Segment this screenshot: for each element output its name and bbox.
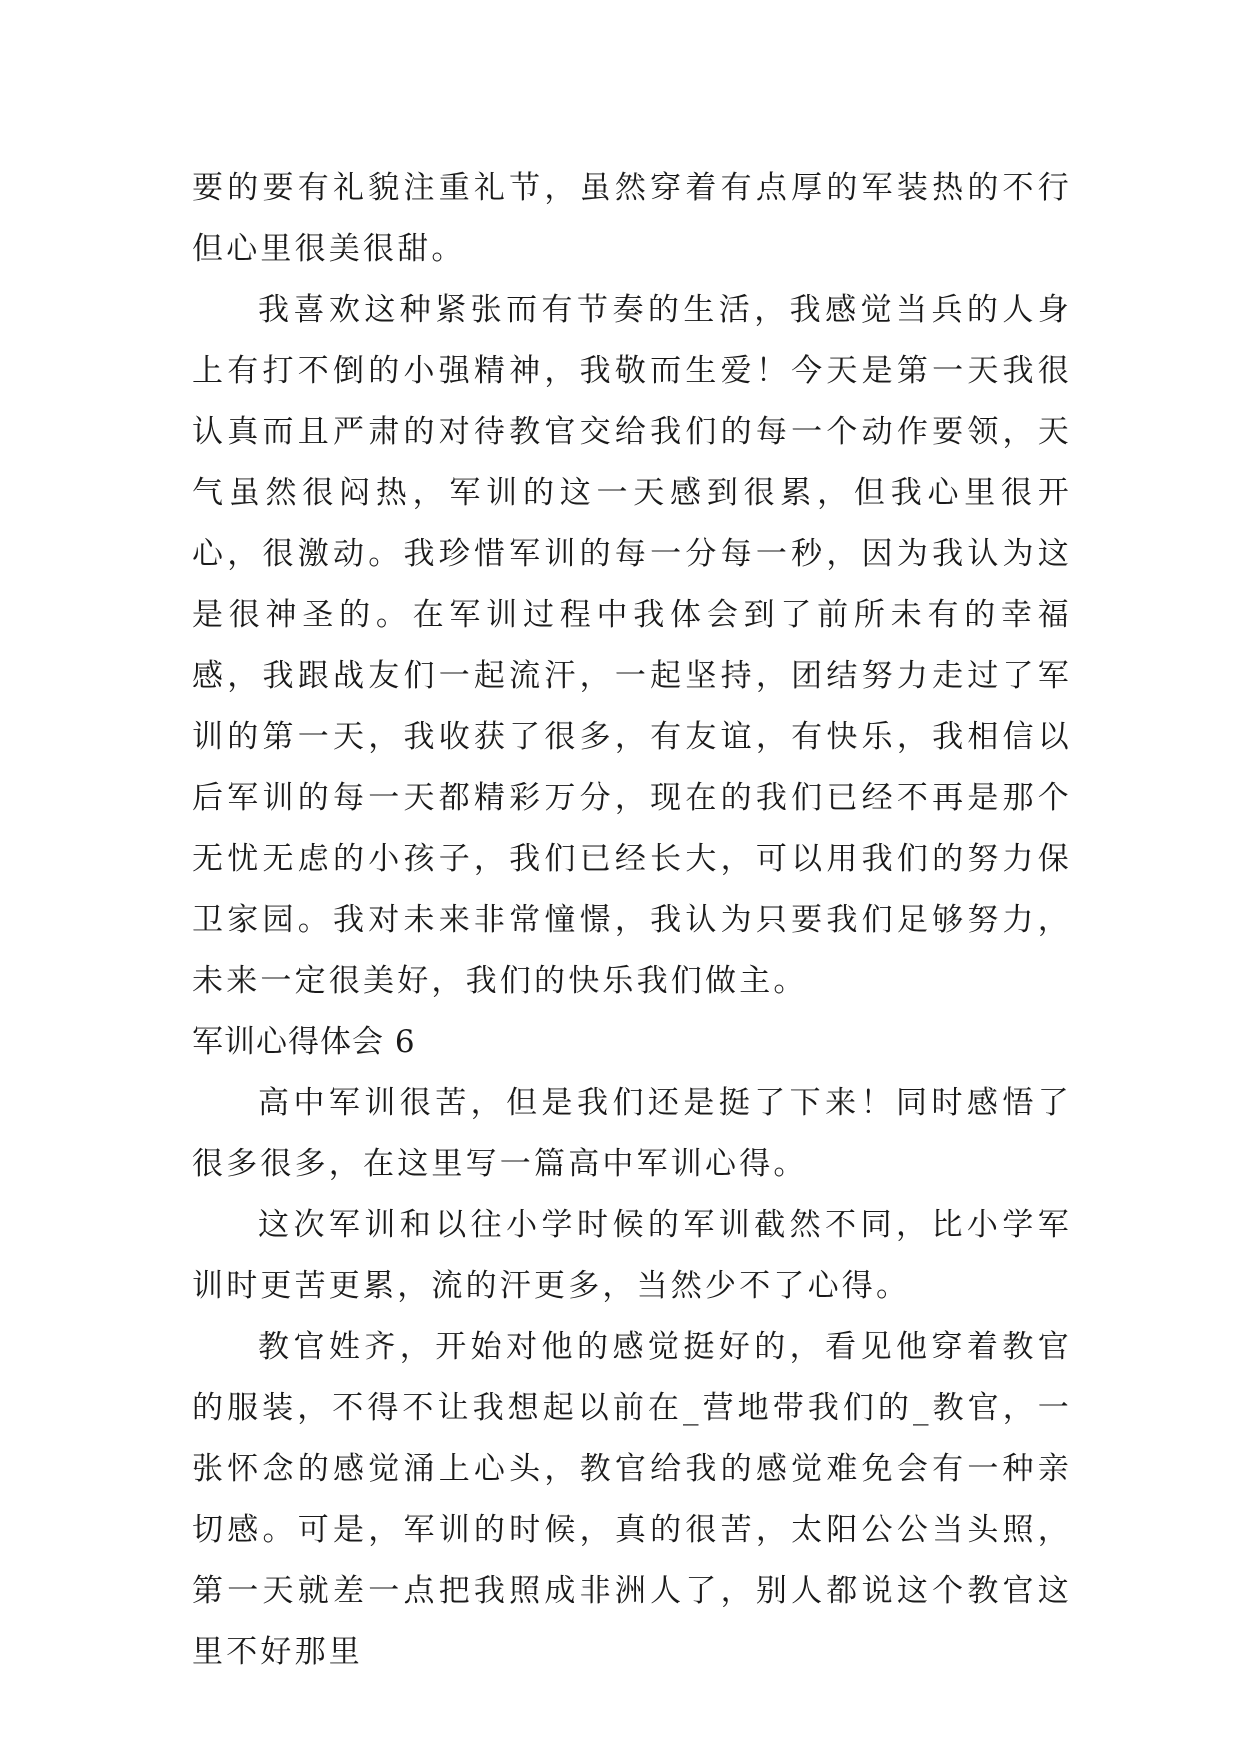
document-page [192,158,1072,1683]
paragraph-5: 教官姓齐，开始对他的感觉挺好的，看见他穿着教官的服装，不得不让我想起以前在_营地带我们的_教官，一张怀念的感觉涌上心头，教官给我的感觉难免会有一种亲切感。可是，军训的时候，真的很苦，太阳公公当头照，第一天就差一点把我照成非洲人了，别人都说这个教官这里不好那里 [192,1329,1072,1670]
paragraph-4: 这次军训和以往小学时候的军训截然不同，比小学军训时更苦更累，流的汗更多，当然少不了心得。 [192,1207,1072,1304]
paragraph-3: 高中军训很苦，但是我们还是挺了下来！同时感悟了很多很多，在这里写一篇高中军训心得。 [192,1085,1072,1182]
paragraph-2: 我喜欢这种紧张而有节奏的生活，我感觉当兵的人身上有打不倒的小强精神，我敬而生爱！今天是第一天我很认真而且严肃的对待教官交给我们的每一个动作要领，天气虽然很闷热，军训的这一天感到很累，但我心里很开心，很激动。我珍惜军训的每一分每一秒，因为我认为这是很神圣的。在军训过程中我体会到了前所未有的幸福感，我跟战友们一起流汗，一起坚持，团结努力走过了军训的第一天，我收获了很多，有友谊，有快乐，我相信以后军训的每一天都精彩万分，现在的我们已经不再是那个无忧无虑的小孩子，我们已经长大，可以用我们的努力保卫家园。我对未来非常憧憬，我认为只要我们足够努力，未来一定很美好，我们的快乐我们做主。 [192,292,1072,999]
section-heading: 军训心得体会 6 [192,1024,416,1060]
paragraph-1: 要的要有礼貌注重礼节，虽然穿着有点厚的军装热的不行但心里很美很甜。 [192,170,1072,267]
